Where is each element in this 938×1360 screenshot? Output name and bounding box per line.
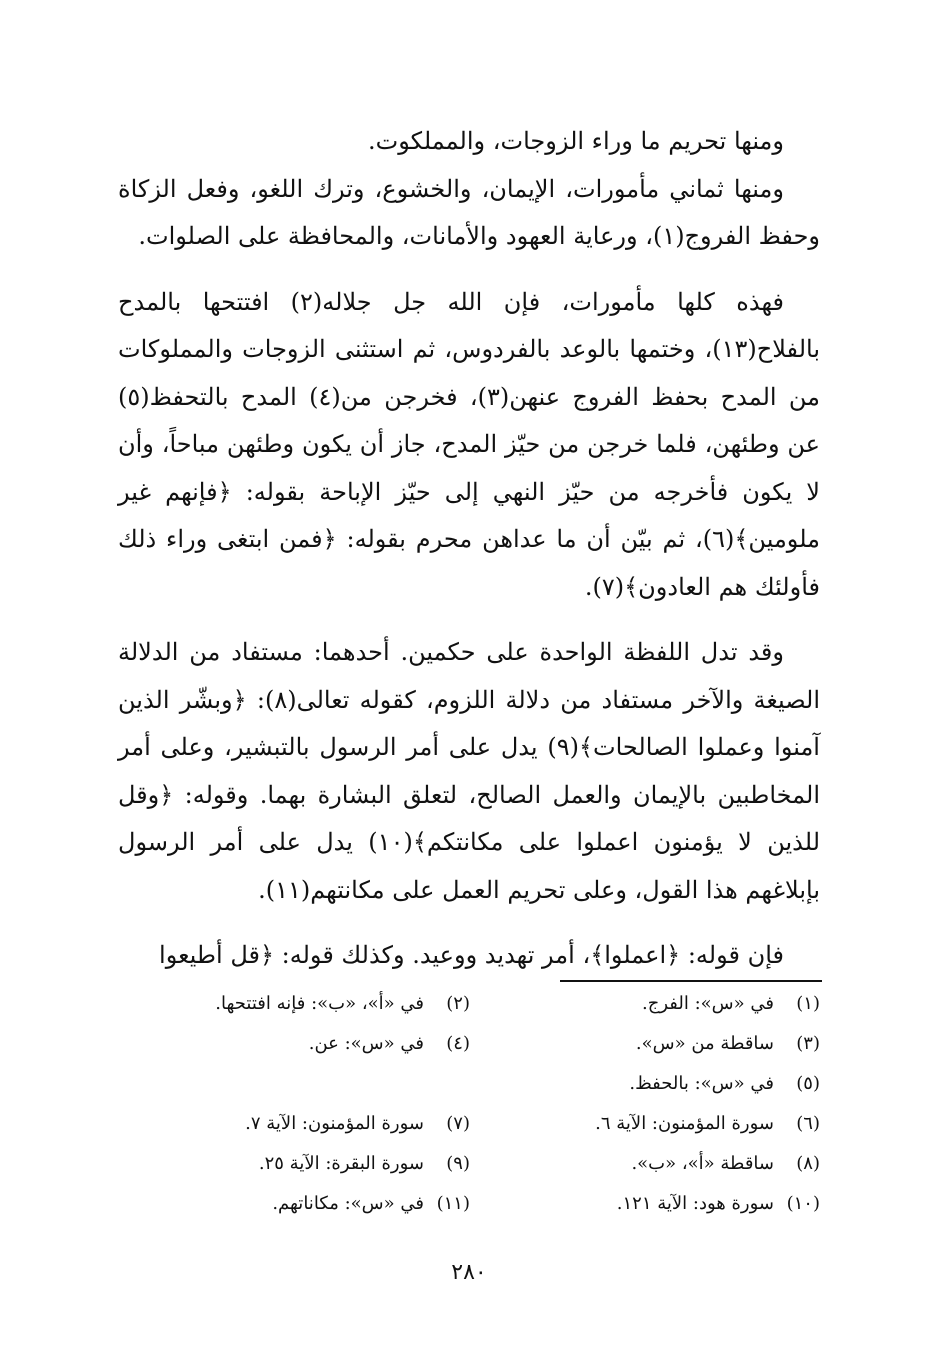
footnote-text: سورة المؤمنون: الآية ٧. [245,1112,424,1134]
footnote [500,1073,826,1094]
footnote-row [150,1143,826,1183]
footnote-number: (٧) [446,1112,470,1134]
footnote-row [150,1103,826,1143]
footnote-text: في «س»: مكاناتهم. [272,1192,424,1214]
footnote-number: (٤) [446,1032,470,1054]
footnote-text: ساقطة «أ»، «ب». [631,1152,774,1174]
footnote-row [150,1063,826,1103]
footnote-number: (٣) [796,1032,820,1054]
footnote-number: (٢) [446,992,470,1014]
paragraph: وقد تدل اللفظة الواحدة على حكمين. أحدهما: مستفاد من الدلالة الصيغة والآخر مستفاد من دلالة اللزوم، كقوله تعالى(٨): ﴿وبشّر الذين آمنوا وعملوا الصالحات﴾(٩) يدل على أمر الرسول بالتبشير، وعلى أمر المخاطبين بالإيمان والعمل الصالح، لتعلق البشارة بهما. وقوله: ﴿وقل للذين لا يؤمنون اعملوا على مكانتكم﴾(١٠) يدل على أمر الرسول بإبلاغهم هذا القول، وعلى تحريم العمل على مكانتهم(١١). [118,638,821,904]
footnote [150,993,500,1014]
footnote-text: في «أ»، «ب»: فإنه افتتحها. [215,992,424,1014]
footnote [150,1033,500,1054]
paragraph: ومنها ثماني مأمورات، الإيمان، والخشوع، وترك اللغو، وفعل الزكاة وحفظ الفروج(١)، ورعاية العهود والأمانات، والمحافظة على الصلوات. [118,174,820,250]
footnote-text: ساقطة من «س». [635,1032,774,1054]
paragraph: فإن قوله: ﴿اعملوا﴾، أمر تهديد ووعيد. وكذلك قوله: ﴿قل أطيعوا [159,941,784,969]
footnote [150,1193,500,1214]
footnote [500,1033,826,1054]
footnote-text: في «س»: بالحفظ. [629,1072,774,1094]
footnote [500,1193,826,1214]
footnote [150,1073,500,1094]
page-number: ٢٨٠ [451,1260,487,1285]
footnote-divider [560,980,822,982]
footnote-number: (٨) [796,1152,820,1174]
footnote [150,1113,500,1134]
footnote-row [150,983,826,1023]
footnote [500,1153,826,1174]
main-text [118,118,820,980]
footnote-row [150,1183,826,1223]
paragraph: فهذه كلها مأمورات، فإن الله جل جلاله(٢) افتتحها بالمدح بالفلاح(١٣)، وختمها بالوعد بالفردوس، ثم استثنى الزوجات والمملوكات من المدح بحفظ الفروج عنهن(٣)، فخرجن من(٤) المدح بالتحفظ(٥) عن وطئهن، فلما خرجن من حيّز المدح، جاز أن يكون وطئهن مباحاً، وأن لا يكون فأخرجه من حيّز النهي إلى حيّز الإباحة بقوله: ﴿فإنهم غير ملومين﴾(٦)، ثم بيّن أن ما عداهن محرم بقوله: ﴿فمن ابتغى وراء ذلك فأولئك هم العادون﴾(٧). [118,287,820,601]
footnote [500,1113,826,1134]
footnote-number: (١) [796,992,820,1014]
footnote-number: (٦) [796,1112,820,1134]
footnotes [150,983,826,1223]
footnote-number: (٩) [446,1152,470,1174]
footnote-row [150,1023,826,1063]
footnote-text: سورة البقرة: الآية ٢٥. [258,1152,424,1174]
paragraph: ومنها تحريم ما وراء الزوجات، والمملكوت. [367,127,784,155]
footnote-text: سورة المؤمنون: الآية ٦. [595,1112,774,1134]
footnote-text: في «س»: عن. [308,1032,424,1054]
footnote-text: في «س»: الفرج. [642,992,774,1014]
footnote [150,1153,500,1174]
footnote-number: (١٠) [786,1192,820,1214]
footnote-text: سورة هود: الآية ١٢١. [616,1192,774,1214]
footnote-number: (٥) [796,1072,820,1094]
footnote [500,993,826,1014]
footnote-number: (١١) [436,1192,470,1214]
